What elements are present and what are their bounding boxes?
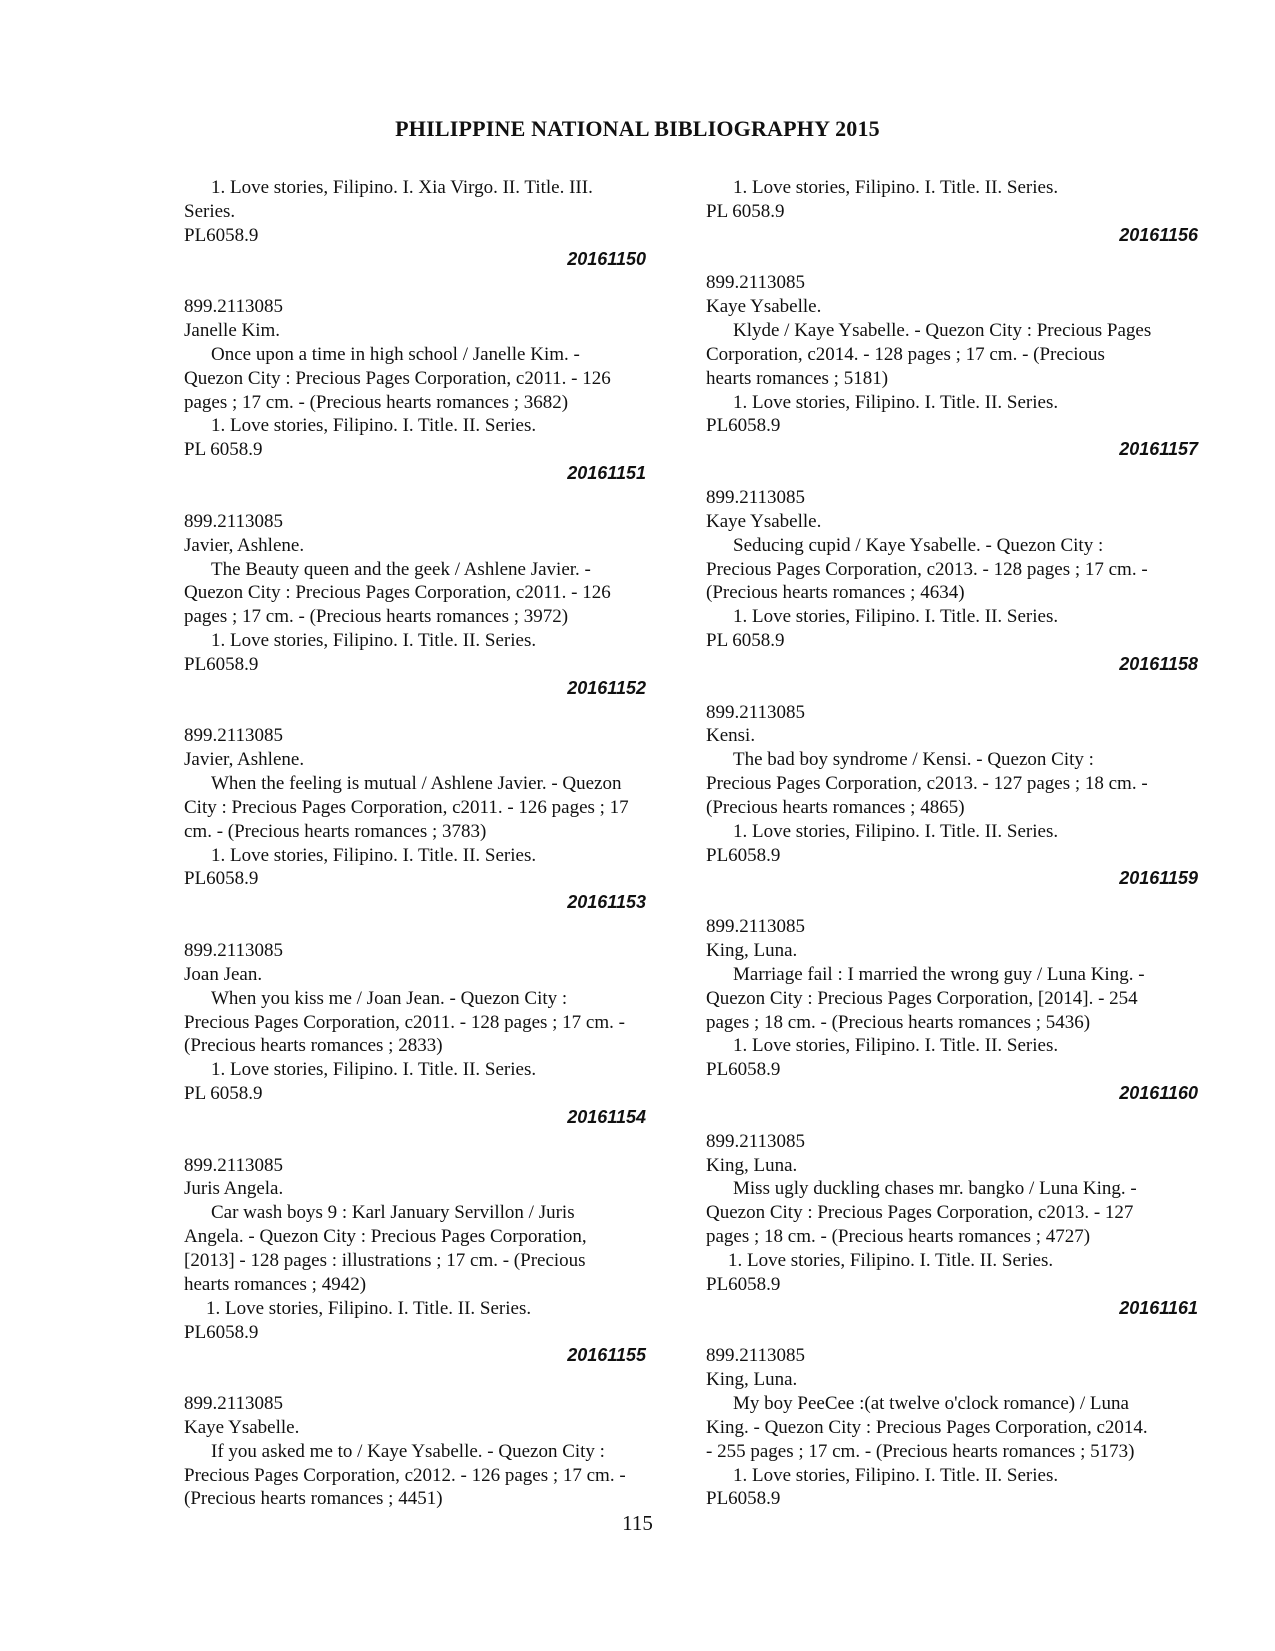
entry-line: PL6058.9: [706, 844, 781, 866]
entry-line: Series.: [184, 200, 236, 222]
entry-line: King, Luna.: [706, 940, 798, 961]
left-column: [184, 176, 646, 1511]
entry-line: Corporation, c2014. - 128 pages ; 17 cm. - (Precious: [706, 343, 1105, 365]
entry-line: 899.2113085: [184, 1154, 284, 1176]
entry-line: 899.2113085: [184, 296, 284, 318]
entry-line: 1. Love stories, Filipino. I. Xia Virgo. II. Title. III.: [211, 177, 593, 198]
entry-line: Quezon City : Precious Pages Corporation, c2011. - 126: [184, 582, 611, 604]
entry-line: 899.2113085: [706, 486, 806, 508]
record-number: 20161156: [1119, 224, 1198, 245]
entry-line: Car wash boys 9 : Karl January Servillon / Juris: [211, 1202, 575, 1224]
entry-spacer: [706, 1106, 1198, 1130]
right-column: [706, 176, 1198, 1511]
entry-line: Kaye Ysabelle.: [184, 1416, 300, 1438]
entry-line: PL6058.9: [706, 415, 781, 437]
entry-line: pages ; 17 cm. - (Precious hearts romances ; 3682): [184, 391, 569, 413]
entry-line: 899.2113085: [706, 916, 806, 938]
entry-line: 1. Love stories, Filipino. I. Title. II. Series.: [211, 415, 537, 437]
entry-line: The Beauty queen and the geek / Ashlene Javier. -: [211, 558, 591, 580]
entry-line: 899.2113085: [706, 701, 806, 723]
record-number: 20161152: [567, 677, 646, 698]
page-number: 115: [622, 1511, 653, 1535]
entry-line: PL 6058.9: [706, 630, 785, 652]
entry-line: Kaye Ysabelle.: [706, 510, 822, 532]
entry-spacer: [184, 271, 646, 295]
entry-line: 1. Love stories, Filipino. I. Title. II. Series.: [733, 177, 1059, 198]
entry-line: King, Luna.: [706, 1154, 798, 1176]
record-number: 20161157: [1119, 439, 1198, 460]
entry-line: PL6058.9: [184, 653, 259, 675]
entry-line: PL 6058.9: [706, 200, 785, 222]
entry-line: hearts romances ; 5181): [706, 367, 889, 389]
entry-line: Kensi.: [706, 725, 756, 747]
entry-line: 1. Love stories, Filipino. I. Title. II. Series.: [211, 630, 537, 652]
entry-spacer: [184, 915, 646, 939]
entry-line: PL6058.9: [184, 868, 259, 890]
record-number: 20161158: [1119, 653, 1198, 674]
entry-line: Javier, Ashlene.: [184, 749, 305, 771]
record-number: 20161160: [1119, 1083, 1198, 1104]
entry-line: Janelle Kim.: [184, 320, 281, 342]
entry-line: PL 6058.9: [184, 439, 263, 461]
entry-line: PL6058.9: [706, 1059, 781, 1081]
entry-line: 899.2113085: [706, 1345, 806, 1367]
entry-line: 1. Love stories, Filipino. I. Title. II. Series.: [733, 820, 1059, 842]
entry-line: Klyde / Kaye Ysabelle. - Quezon City : Precious Pages: [733, 320, 1152, 342]
entry-line: 899.2113085: [706, 1130, 806, 1152]
entry-line: Once upon a time in high school / Janelle Kim. -: [211, 343, 580, 365]
entry-line: (Precious hearts romances ; 4451): [184, 1488, 443, 1510]
entry-line: 899.2113085: [184, 940, 284, 961]
record-number: 20161155: [567, 1345, 646, 1366]
entry-spacer: [706, 462, 1198, 486]
entry-line: When the feeling is mutual / Ashlene Javier. - Quezon: [211, 773, 622, 795]
entry-line: (Precious hearts romances ; 2833): [184, 1035, 443, 1057]
record-number: 20161154: [567, 1106, 646, 1127]
entry-line: PL6058.9: [184, 224, 259, 246]
entry-line: Juris Angela.: [184, 1178, 284, 1200]
entry-line: pages ; 18 cm. - (Precious hearts romances ; 5436): [706, 1011, 1091, 1033]
entry-line: Angela. - Quezon City : Precious Pages Corporation,: [184, 1226, 587, 1248]
entry-line: pages ; 18 cm. - (Precious hearts romances ; 4727): [706, 1226, 1091, 1248]
entry-line: The bad boy syndrome / Kensi. - Quezon City :: [733, 749, 1094, 771]
entry-spacer: [706, 248, 1198, 272]
entry-line: 1. Love stories, Filipino. I. Title. II. Series.: [733, 1035, 1059, 1057]
page-title: PHILIPPINE NATIONAL BIBLIOGRAPHY 2015: [395, 116, 880, 141]
entry-line: Marriage fail : I married the wrong guy / Luna King. -: [733, 963, 1145, 985]
entry-spacer: [184, 1368, 646, 1392]
entry-line: cm. - (Precious hearts romances ; 3783): [184, 820, 487, 842]
entry-line: 1. Love stories, Filipino. I. Title. II. Series.: [733, 391, 1059, 413]
entry-line: Seducing cupid / Kaye Ysabelle. - Quezon City :: [733, 534, 1104, 556]
entry-line: King, Luna.: [706, 1369, 798, 1391]
entry-line: PL6058.9: [706, 1488, 781, 1510]
entry-line: Javier, Ashlene.: [184, 534, 305, 556]
entry-line: 899.2113085: [184, 725, 284, 747]
entry-spacer: [184, 486, 646, 510]
record-number: 20161161: [1119, 1297, 1198, 1318]
entry-line: Miss ugly duckling chases mr. bangko / Luna King. -: [733, 1178, 1137, 1200]
entry-spacer: [706, 677, 1198, 701]
entry-line: PL6058.9: [706, 1273, 781, 1295]
entry-spacer: [706, 891, 1198, 915]
entry-line: (Precious hearts romances ; 4634): [706, 582, 965, 604]
entry-spacer: [184, 701, 646, 725]
entry-line: (Precious hearts romances ; 4865): [706, 796, 965, 818]
entry-line: Kaye Ysabelle.: [706, 296, 822, 318]
entry-line: pages ; 17 cm. - (Precious hearts romances ; 3972): [184, 606, 569, 628]
record-number: 20161153: [567, 892, 646, 913]
entry-line: [2013] - 128 pages : illustrations ; 17 cm. - (Precious: [184, 1249, 586, 1271]
entry-line: Precious Pages Corporation, c2011. - 128 pages ; 17 cm. -: [184, 1011, 625, 1033]
entry-spacer: [184, 1130, 646, 1154]
record-number: 20161151: [567, 463, 646, 484]
entry-line: Quezon City : Precious Pages Corporation, c2011. - 126: [184, 367, 611, 389]
entry-line: 899.2113085: [706, 272, 806, 294]
entry-line: Quezon City : Precious Pages Corporation, [2014]. - 254: [706, 987, 1138, 1009]
entry-line: My boy PeeCee :(at twelve o'clock romance) / Luna: [733, 1393, 1129, 1415]
entry-line: 899.2113085: [184, 1393, 284, 1415]
entry-line: King. - Quezon City : Precious Pages Corporation, c2014.: [706, 1416, 1148, 1438]
entry-line: 1. Love stories, Filipino. I. Title. II. Series.: [206, 1297, 532, 1319]
entry-line: PL6058.9: [184, 1321, 259, 1343]
entry-line: 1. Love stories, Filipino. I. Title. II. Series.: [733, 606, 1059, 628]
entry-line: If you asked me to / Kaye Ysabelle. - Quezon City :: [211, 1440, 605, 1462]
entry-line: hearts romances ; 4942): [184, 1273, 367, 1295]
entry-line: Precious Pages Corporation, c2013. - 127 pages ; 18 cm. -: [706, 773, 1148, 795]
entry-line: 1. Love stories, Filipino. I. Title. II. Series.: [728, 1249, 1054, 1271]
entry-line: When you kiss me / Joan Jean. - Quezon City :: [211, 987, 568, 1009]
entry-spacer: [706, 1321, 1198, 1345]
entry-line: 1. Love stories, Filipino. I. Title. II. Series.: [211, 1059, 537, 1081]
entry-line: 1. Love stories, Filipino. I. Title. II. Series.: [211, 844, 537, 866]
entry-line: 899.2113085: [184, 510, 284, 532]
entry-line: 1. Love stories, Filipino. I. Title. II. Series.: [733, 1464, 1059, 1486]
entry-line: Joan Jean.: [184, 963, 263, 985]
record-number: 20161150: [567, 248, 646, 269]
entry-line: Quezon City : Precious Pages Corporation, c2013. - 127: [706, 1202, 1134, 1224]
entry-line: City : Precious Pages Corporation, c2011. - 126 pages ; 17: [184, 796, 629, 818]
entry-line: Precious Pages Corporation, c2013. - 128 pages ; 17 cm. -: [706, 558, 1148, 580]
record-number: 20161159: [1119, 868, 1198, 889]
entry-line: - 255 pages ; 17 cm. - (Precious hearts romances ; 5173): [706, 1440, 1135, 1462]
entry-line: PL 6058.9: [184, 1083, 263, 1105]
entry-line: Precious Pages Corporation, c2012. - 126 pages ; 17 cm. -: [184, 1464, 626, 1486]
